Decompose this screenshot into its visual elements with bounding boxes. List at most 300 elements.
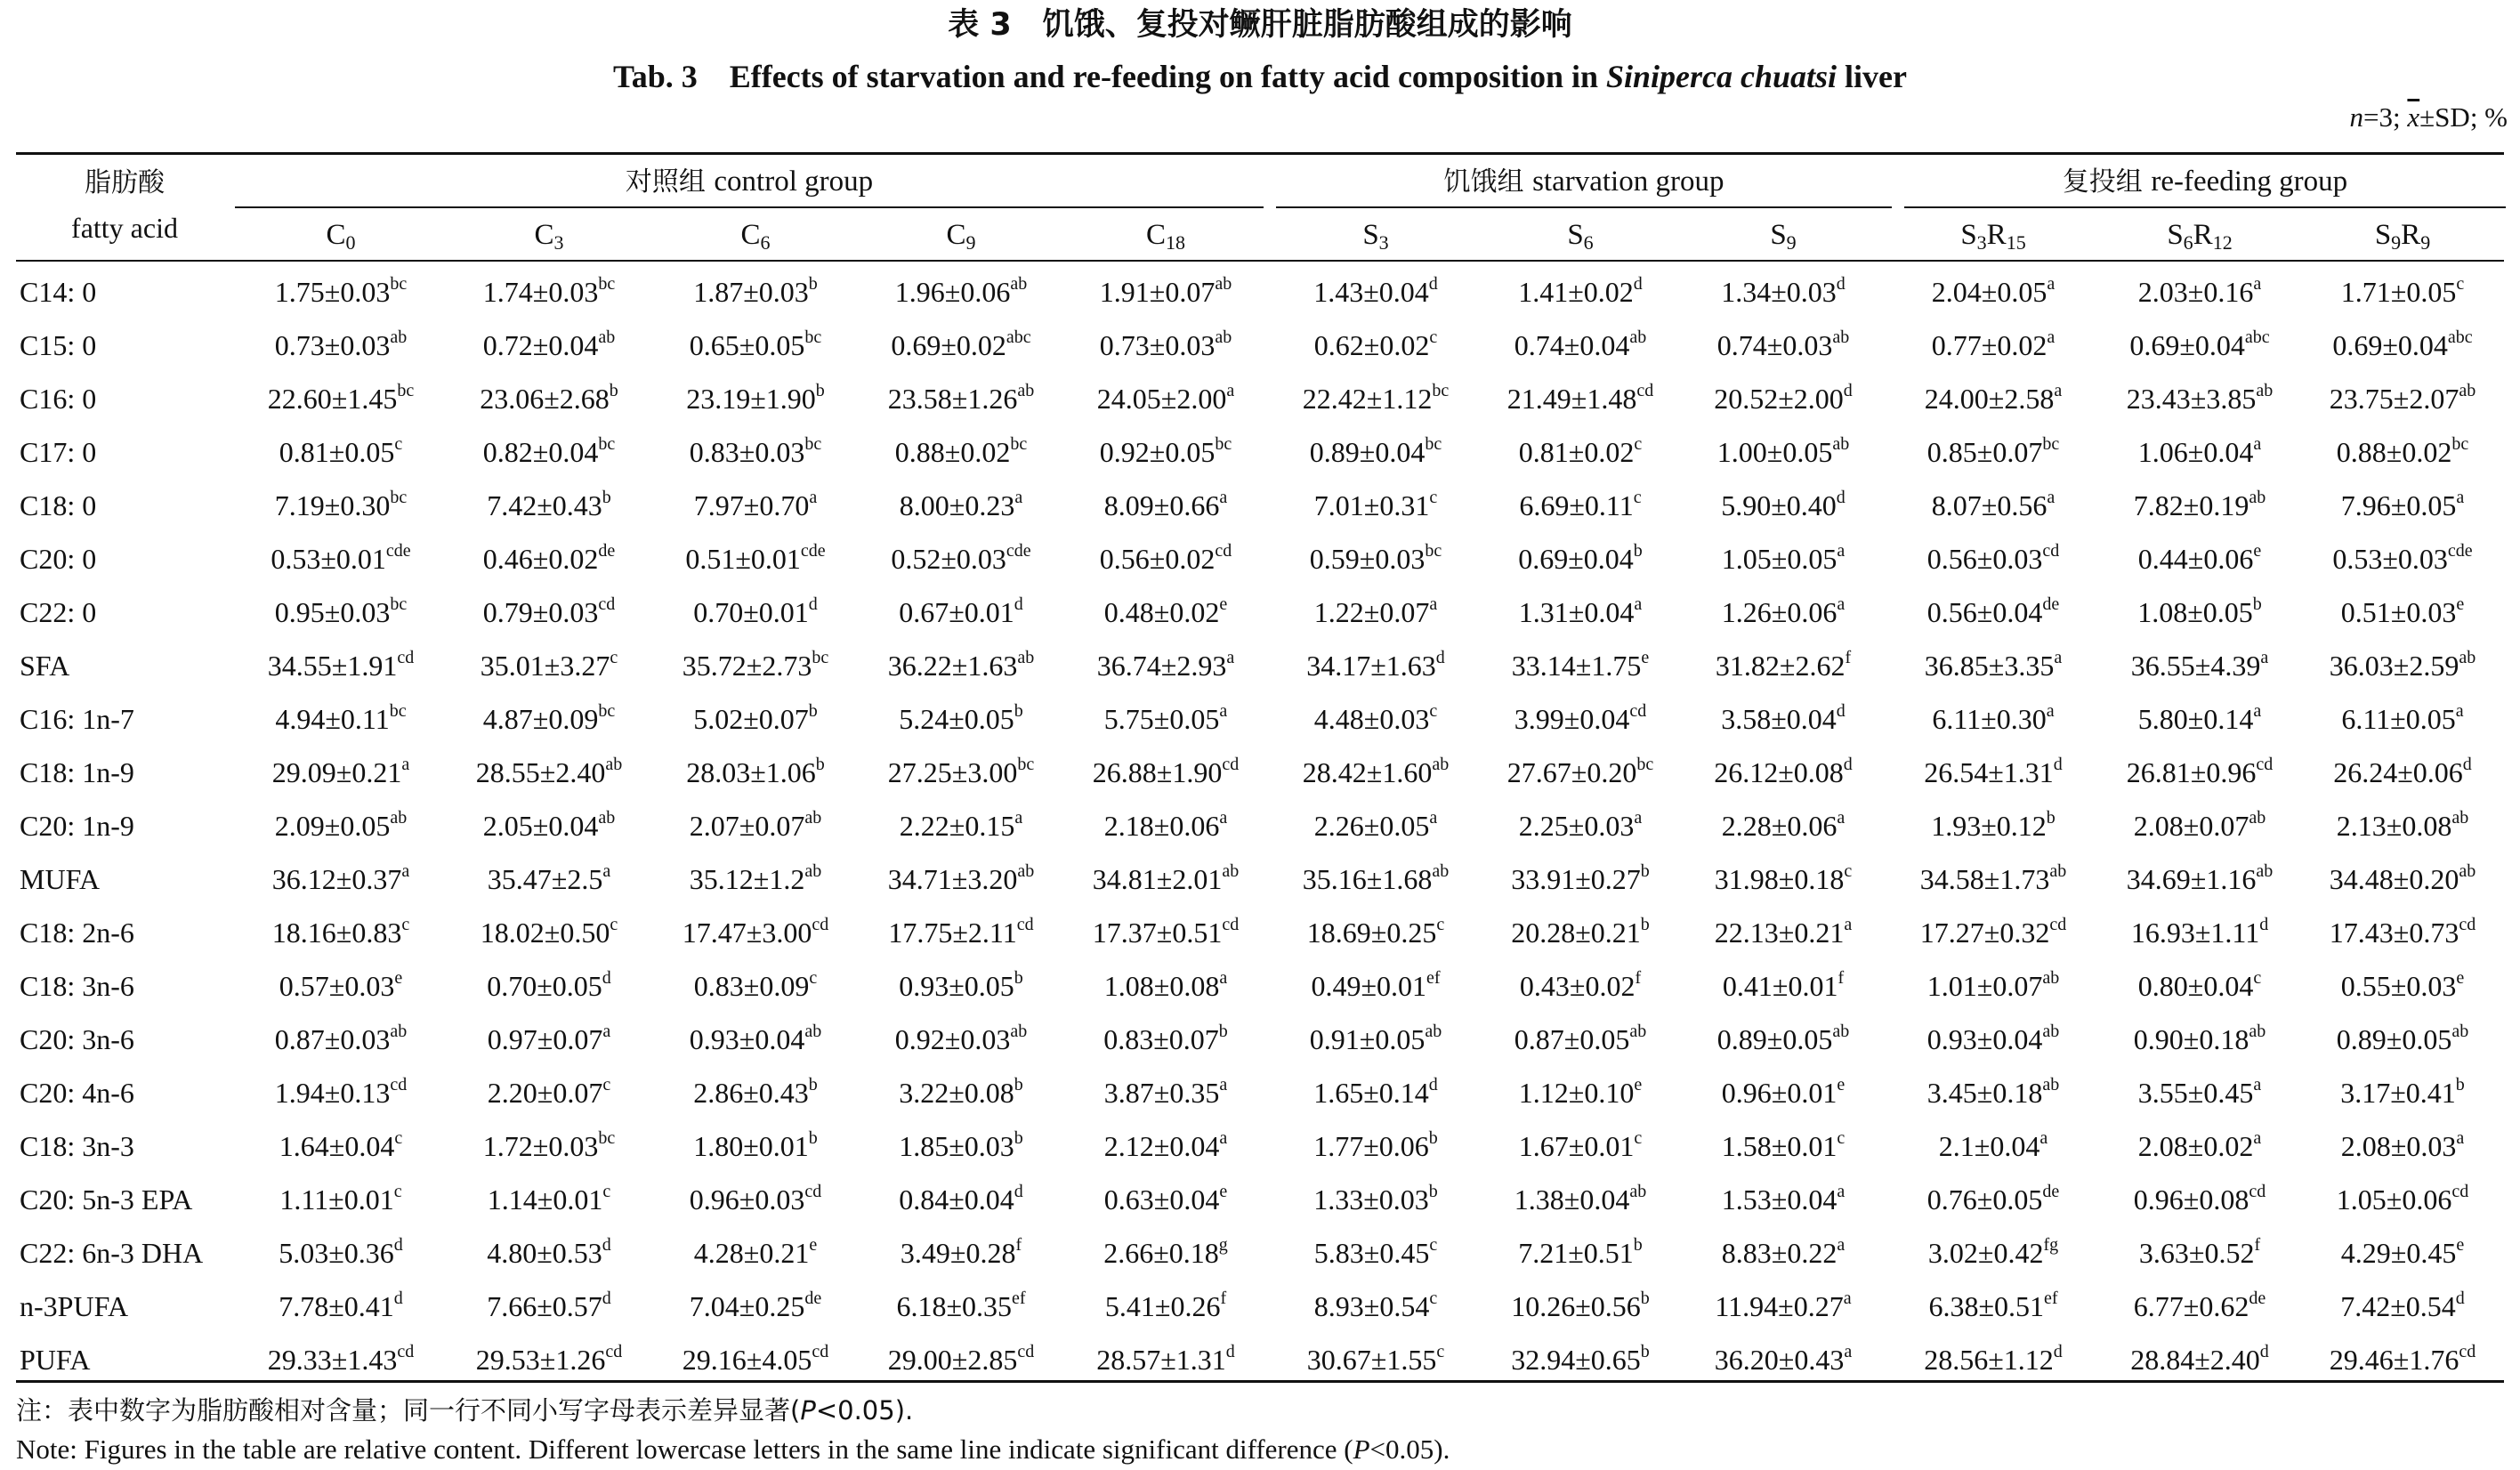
- cell-value: 0.93±0.05: [899, 970, 1014, 1002]
- significance-letters: ab: [1629, 327, 1647, 347]
- significance-letters: bc: [390, 594, 408, 614]
- table-cell: [652, 799, 859, 852]
- table-cell: [2299, 959, 2506, 1013]
- cell-value: 0.76±0.05: [1926, 1183, 2043, 1216]
- significance-letters: ab: [1832, 434, 1850, 454]
- significance-letters: d: [1836, 274, 1846, 294]
- cell-value: 31.98±0.18: [1714, 863, 1845, 895]
- significance-letters: b: [815, 755, 825, 774]
- table-cell: [1890, 1119, 2096, 1173]
- column-header: [1062, 214, 1269, 256]
- cell-value: 0.52±0.03: [891, 543, 1006, 575]
- table-cell: [2299, 1173, 2506, 1226]
- cell-value: 0.89±0.05: [2336, 1023, 2452, 1055]
- significance-letters: b: [1640, 861, 1650, 881]
- cell-value: 27.25±3.00: [887, 756, 1018, 788]
- significance-letters: cd: [598, 594, 616, 614]
- cell-value: 0.81±0.05: [279, 436, 395, 468]
- significance-letters: f: [2254, 1235, 2261, 1255]
- cell-value: 22.42±1.12: [1302, 383, 1433, 415]
- table-cell: [2299, 319, 2506, 372]
- cell-value: 0.70±0.01: [693, 596, 809, 628]
- cell-value: 8.00±0.23: [899, 489, 1015, 521]
- fatty-acid-name: C20: 5n-3 EPA: [20, 1183, 193, 1216]
- cell-value: 6.69±0.11: [1519, 489, 1634, 521]
- cell-value: 2.13±0.08: [2336, 810, 2452, 842]
- table-cell: [858, 746, 1064, 799]
- table-cell: [2096, 372, 2303, 425]
- table-cell: [238, 1173, 444, 1226]
- table-cell: [1680, 852, 1886, 906]
- significance-letters: b: [1014, 1075, 1023, 1094]
- cell-value: 35.16±1.68: [1302, 863, 1433, 895]
- cell-value: 2.18±0.06: [1103, 810, 1220, 842]
- footnote-en-p: P: [1353, 1434, 1370, 1465]
- table-cell: [1680, 1119, 1886, 1173]
- table-cell: [1272, 1280, 1479, 1333]
- significance-letters: b: [1633, 1235, 1643, 1255]
- table-cell: [1062, 532, 1269, 586]
- table-cell: [1272, 906, 1479, 959]
- cell-value: 0.69±0.04: [2332, 329, 2448, 361]
- cell-value: 2.08±0.07: [2133, 810, 2249, 842]
- cell-value: 0.44±0.06: [2137, 543, 2254, 575]
- group-header-control: [235, 162, 1264, 201]
- table-cell: [1062, 746, 1269, 799]
- significance-letters: c: [809, 968, 818, 988]
- table-cell: [1062, 1119, 1269, 1173]
- table-cell: [1680, 1013, 1886, 1066]
- table-cell: [238, 852, 444, 906]
- cell-value: 18.02±0.50: [480, 917, 610, 949]
- cell-value: 1.08±0.08: [1103, 970, 1220, 1002]
- cell-value: 28.84±2.40: [2130, 1344, 2260, 1376]
- table-cell: [446, 692, 652, 746]
- table-cell: [1062, 1173, 1269, 1226]
- cell-value: 0.97±0.07: [487, 1023, 603, 1055]
- table-cell: [858, 1013, 1064, 1066]
- significance-letters: ab: [2256, 381, 2274, 400]
- significance-letters: f: [1838, 968, 1845, 988]
- significance-letters: abc: [1006, 327, 1031, 347]
- table-cell: [238, 692, 444, 746]
- significance-letters: bc: [598, 274, 616, 294]
- table-cell: [2096, 532, 2303, 586]
- cell-value: 16.93±1.11: [2130, 917, 2260, 949]
- significance-letters: d: [1014, 594, 1023, 614]
- table-cell: [858, 692, 1064, 746]
- table-cell: [1890, 319, 2096, 372]
- table-row: [0, 372, 2520, 425]
- table-cell: [2096, 906, 2303, 959]
- cell-value: 28.03±1.06: [686, 756, 816, 788]
- cell-value: 32.94±0.65: [1511, 1344, 1641, 1376]
- statistics-note: [2350, 100, 2508, 135]
- significance-letters: bc: [390, 488, 408, 507]
- significance-letters: a: [1837, 1182, 1846, 1201]
- significance-letters: a: [602, 1022, 611, 1041]
- significance-letters: g: [1218, 1235, 1228, 1255]
- cell-value: 2.25±0.03: [1518, 810, 1635, 842]
- table-cell: [2096, 479, 2303, 532]
- footnote-cn-p: P: [800, 1395, 816, 1426]
- significance-letters: a: [2039, 1128, 2048, 1148]
- cell-value: 1.64±0.04: [279, 1130, 395, 1162]
- significance-letters: cd: [390, 1075, 408, 1094]
- fatty-acid-name: MUFA: [20, 863, 101, 895]
- significance-letters: a: [2253, 1128, 2262, 1148]
- table-cell: [1062, 1333, 1269, 1386]
- table-row: [0, 425, 2520, 479]
- table-row: [0, 1226, 2520, 1280]
- table-cell: [446, 852, 652, 906]
- significance-letters: e: [1219, 1182, 1228, 1201]
- cell-value: 5.83±0.45: [1313, 1237, 1430, 1269]
- table-title-en: [0, 57, 2520, 96]
- table-cell: [652, 746, 859, 799]
- table-cell: [1890, 746, 2096, 799]
- cell-value: 36.12±0.37: [271, 863, 402, 895]
- cell-value: 0.79±0.03: [482, 596, 599, 628]
- significance-letters: d: [602, 1288, 611, 1308]
- cell-value: 4.94±0.11: [275, 703, 390, 735]
- table-cell: [1680, 1173, 1886, 1226]
- column-header: [1477, 214, 1684, 256]
- column-header-subscript: 15: [2006, 231, 2026, 254]
- cell-value: 0.56±0.04: [1926, 596, 2043, 628]
- significance-letters: b: [609, 381, 618, 400]
- significance-letters: abc: [2244, 327, 2270, 347]
- table-cell: [238, 799, 444, 852]
- table-cell: [1680, 799, 1886, 852]
- cell-value: 28.56±1.12: [1924, 1344, 2054, 1376]
- table-cell: [238, 372, 444, 425]
- group-rule-refeeding: [1904, 206, 2506, 208]
- column-header-base: S: [1960, 219, 1977, 251]
- cell-value: 1.75±0.03: [274, 276, 391, 308]
- cell-value: 34.55±1.91: [267, 650, 398, 682]
- table-cell: [1890, 1173, 2096, 1226]
- group-starvation-en: starvation group: [1532, 166, 1724, 198]
- table-cell: [652, 1013, 859, 1066]
- cell-value: 0.51±0.03: [2340, 596, 2457, 628]
- cell-value: 22.13±0.21: [1714, 917, 1845, 949]
- table-cell: [2096, 319, 2303, 372]
- significance-letters: c: [602, 1182, 611, 1201]
- table-cell: [1477, 1226, 1684, 1280]
- table-cell: [446, 639, 652, 692]
- significance-letters: e: [2253, 541, 2262, 561]
- cell-value: 0.96±0.08: [2133, 1183, 2249, 1216]
- significance-letters: a: [1837, 1235, 1846, 1255]
- significance-letters: e: [1641, 648, 1650, 667]
- significance-letters: bc: [1425, 434, 1442, 454]
- significance-letters: a: [2455, 701, 2464, 721]
- significance-letters: ab: [390, 1022, 408, 1041]
- table-cell: [858, 479, 1064, 532]
- table-cell: [1272, 479, 1479, 532]
- fatty-acid-name: C16: 1n-7: [20, 703, 134, 735]
- table-cell: [1890, 1226, 2096, 1280]
- cell-value: 3.02±0.42: [1927, 1237, 2044, 1269]
- cell-value: 26.12±0.08: [1714, 756, 1844, 788]
- cell-value: 0.53±0.01: [271, 543, 386, 575]
- table-cell: [446, 1013, 652, 1066]
- table-cell: [652, 425, 859, 479]
- table-cell: [1272, 1119, 1479, 1173]
- table-cell: [1890, 639, 2096, 692]
- significance-letters: a: [1844, 915, 1853, 934]
- table-cell: [1680, 532, 1886, 586]
- significance-letters: a: [2253, 1075, 2262, 1094]
- table-cell: [2299, 692, 2506, 746]
- significance-letters: bc: [1425, 541, 1442, 561]
- cell-value: 2.03±0.16: [2137, 276, 2254, 308]
- group-control-en: control group: [714, 166, 874, 198]
- significance-letters: b: [1640, 1342, 1650, 1361]
- table-cell: [238, 425, 444, 479]
- fatty-acid-name: C14: 0: [20, 276, 97, 308]
- group-starvation-cn: 饥饿组: [1443, 166, 1524, 198]
- cell-value: 1.43±0.04: [1313, 276, 1429, 308]
- table-cell: [1890, 799, 2096, 852]
- column-header-base: C: [1145, 219, 1166, 251]
- table-cell: [1062, 692, 1269, 746]
- cell-value: 0.90±0.18: [2133, 1023, 2249, 1055]
- significance-letters: b: [1640, 1288, 1650, 1308]
- cell-value: 6.77±0.62: [2133, 1290, 2249, 1322]
- significance-letters: ab: [1629, 1182, 1647, 1201]
- column-header-subscript: 0: [345, 231, 356, 254]
- table-cell: [1477, 1280, 1684, 1333]
- cell-value: 0.89±0.04: [1309, 436, 1426, 468]
- significance-letters: a: [2456, 1128, 2465, 1148]
- significance-letters: a: [2260, 648, 2269, 667]
- significance-letters: ab: [1432, 755, 1450, 774]
- cell-value: 0.74±0.04: [1514, 329, 1630, 361]
- significance-letters: d: [1843, 755, 1853, 774]
- table-cell: [858, 959, 1064, 1013]
- table-cell: [1062, 1066, 1269, 1119]
- cell-value: 6.11±0.30: [1932, 703, 2047, 735]
- cell-value: 0.88±0.02: [2336, 436, 2452, 468]
- significance-letters: ab: [598, 327, 616, 347]
- cell-value: 1.91±0.07: [1099, 276, 1216, 308]
- fatty-acid-name: n-3PUFA: [20, 1290, 129, 1322]
- column-header-subscript: 6: [760, 231, 771, 254]
- table-cell: [858, 1226, 1064, 1280]
- cell-value: 35.72±2.73: [682, 650, 812, 682]
- cell-value: 0.82±0.04: [482, 436, 599, 468]
- cell-value: 0.56±0.02: [1099, 543, 1216, 575]
- table-row: [0, 319, 2520, 372]
- cell-value: 27.67±0.20: [1506, 756, 1637, 788]
- significance-letters: c: [1634, 434, 1643, 454]
- significance-letters: ab: [2459, 381, 2476, 400]
- table-cell: [652, 1226, 859, 1280]
- significance-letters: a: [2047, 274, 2056, 294]
- significance-letters: cd: [2451, 1182, 2469, 1201]
- table-cell: [1890, 1280, 2096, 1333]
- cell-value: 0.83±0.07: [1103, 1023, 1219, 1055]
- column-header-subscript: 9: [2420, 231, 2431, 254]
- cell-value: 24.00±2.58: [1924, 383, 2055, 415]
- table-cell: [652, 479, 859, 532]
- table-cell: [1477, 586, 1684, 639]
- table-cell: [652, 1173, 859, 1226]
- significance-letters: bc: [598, 1128, 616, 1148]
- significance-letters: bc: [2451, 434, 2469, 454]
- significance-letters: c: [1429, 1235, 1438, 1255]
- significance-letters: b: [815, 381, 825, 400]
- table-cell: [2096, 639, 2303, 692]
- significance-letters: cde: [1006, 541, 1031, 561]
- table-cell: [1680, 1226, 1886, 1280]
- column-header-base: R: [2401, 219, 2421, 251]
- significance-letters: b: [1633, 541, 1643, 561]
- significance-letters: bc: [804, 434, 822, 454]
- cell-value: 36.22±1.63: [887, 650, 1018, 682]
- table-cell: [446, 1119, 652, 1173]
- table-cell: [1890, 852, 2096, 906]
- significance-letters: d: [2053, 755, 2063, 774]
- cell-value: 1.77±0.06: [1313, 1130, 1429, 1162]
- significance-letters: cd: [397, 648, 415, 667]
- table-cell: [1477, 639, 1684, 692]
- fatty-acid-name: C16: 0: [20, 383, 97, 415]
- table-cell: [858, 1333, 1064, 1386]
- cell-value: 5.90±0.40: [1721, 489, 1837, 521]
- column-header-base: R: [1986, 219, 2007, 251]
- group-rule-control: [235, 206, 1264, 208]
- cell-value: 3.99±0.04: [1514, 703, 1630, 735]
- table-row: [0, 746, 2520, 799]
- table-cell: [1062, 319, 1269, 372]
- significance-letters: cd: [1222, 915, 1240, 934]
- significance-letters: ab: [2042, 1022, 2060, 1041]
- significance-letters: a: [2253, 434, 2262, 454]
- table-row: [0, 532, 2520, 586]
- significance-letters: a: [2046, 701, 2055, 721]
- significance-letters: bc: [390, 274, 408, 294]
- table-cell: [652, 692, 859, 746]
- cell-value: 7.04±0.25: [689, 1290, 805, 1322]
- table-cell: [446, 586, 652, 639]
- cell-value: 36.55±4.39: [2130, 650, 2261, 682]
- fatty-acid-name: C20: 0: [20, 543, 97, 575]
- table-cell: [1272, 692, 1479, 746]
- cell-value: 0.96±0.03: [689, 1183, 805, 1216]
- significance-letters: a: [1226, 381, 1235, 400]
- table-cell: [1477, 1066, 1684, 1119]
- cell-value: 28.57±1.31: [1096, 1344, 1226, 1376]
- cell-value: 0.96±0.01: [1721, 1077, 1838, 1109]
- cell-value: 0.51±0.01: [685, 543, 801, 575]
- cell-value: 4.80±0.53: [487, 1237, 602, 1269]
- significance-letters: a: [1219, 1075, 1228, 1094]
- significance-letters: cd: [812, 1342, 829, 1361]
- cell-value: 3.58±0.04: [1721, 703, 1837, 735]
- table-cell: [2096, 799, 2303, 852]
- significance-letters: ab: [1215, 327, 1232, 347]
- significance-letters: a: [1429, 594, 1438, 614]
- fatty-acid-name: C22: 6n-3 DHA: [20, 1237, 204, 1269]
- table-cell: [1477, 1013, 1684, 1066]
- table-cell: [2096, 1226, 2303, 1280]
- significance-letters: ab: [1215, 274, 1232, 294]
- table-row: [0, 1013, 2520, 1066]
- table-cell: [1477, 479, 1684, 532]
- table-cell: [238, 746, 444, 799]
- table-title-en-prefix: Tab. 3 Effects of starvation and re-feeding on fatty acid composition in: [612, 59, 1606, 94]
- cell-value: 36.85±3.35: [1924, 650, 2055, 682]
- table-cell: [652, 372, 859, 425]
- fatty-acid-name: C20: 4n-6: [20, 1077, 134, 1109]
- table-row: [0, 1280, 2520, 1333]
- footnote-en-prefix: Note: Figures in the table are relative content. Different lowercase letters in the same line indicate significant difference (: [16, 1434, 1353, 1465]
- significance-letters: b: [1428, 1128, 1438, 1148]
- table-cell: [1477, 906, 1684, 959]
- cell-value: 1.01±0.07: [1926, 970, 2043, 1002]
- cell-value: 1.06±0.04: [2137, 436, 2254, 468]
- significance-letters: a: [1837, 808, 1846, 828]
- cell-value: 29.46±1.76: [2329, 1344, 2459, 1376]
- cell-value: 7.66±0.57: [487, 1290, 602, 1322]
- group-refeeding-en: re-feeding group: [2151, 166, 2348, 198]
- column-header-base: C: [946, 219, 966, 251]
- cell-value: 5.80±0.14: [2137, 703, 2254, 735]
- table-cell: [1890, 425, 2096, 479]
- table-cell: [652, 906, 859, 959]
- cell-value: 22.60±1.45: [267, 383, 398, 415]
- cell-value: 0.88±0.02: [894, 436, 1011, 468]
- cell-value: 7.42±0.43: [487, 489, 602, 521]
- significance-letters: e: [1219, 594, 1228, 614]
- column-header-base: C: [534, 219, 554, 251]
- stat-note-rest: ±SD; %: [2419, 101, 2508, 133]
- table-cell: [446, 479, 652, 532]
- significance-letters: c: [1837, 1128, 1846, 1148]
- table-cell: [2096, 1333, 2303, 1386]
- cell-value: 23.58±1.26: [887, 383, 1018, 415]
- table-cell: [1680, 319, 1886, 372]
- cell-value: 36.74±2.93: [1096, 650, 1227, 682]
- cell-value: 2.28±0.06: [1721, 810, 1838, 842]
- cell-value: 0.67±0.01: [899, 596, 1014, 628]
- cell-value: 2.08±0.03: [2340, 1130, 2457, 1162]
- column-header: [446, 214, 652, 256]
- significance-letters: a: [1219, 1128, 1228, 1148]
- table-cell: [2096, 1173, 2303, 1226]
- table-cell: [2299, 746, 2506, 799]
- cell-value: 0.83±0.09: [693, 970, 810, 1002]
- cell-value: 26.81±0.96: [2126, 756, 2257, 788]
- cell-value: 30.67±1.55: [1306, 1344, 1437, 1376]
- table-cell: [446, 532, 652, 586]
- table-cell: [858, 425, 1064, 479]
- cell-value: 6.18±0.35: [896, 1290, 1012, 1322]
- cell-value: 23.43±3.85: [2126, 383, 2257, 415]
- significance-letters: b: [808, 1075, 818, 1094]
- significance-letters: ab: [2049, 861, 2067, 881]
- cell-value: 0.59±0.03: [1309, 543, 1426, 575]
- significance-letters: a: [1837, 541, 1846, 561]
- column-header-subscript: 9: [2391, 231, 2402, 254]
- table-cell: [1062, 799, 1269, 852]
- cell-value: 34.58±1.73: [1919, 863, 2050, 895]
- table-cell: [1477, 959, 1684, 1013]
- table-cell: [652, 1119, 859, 1173]
